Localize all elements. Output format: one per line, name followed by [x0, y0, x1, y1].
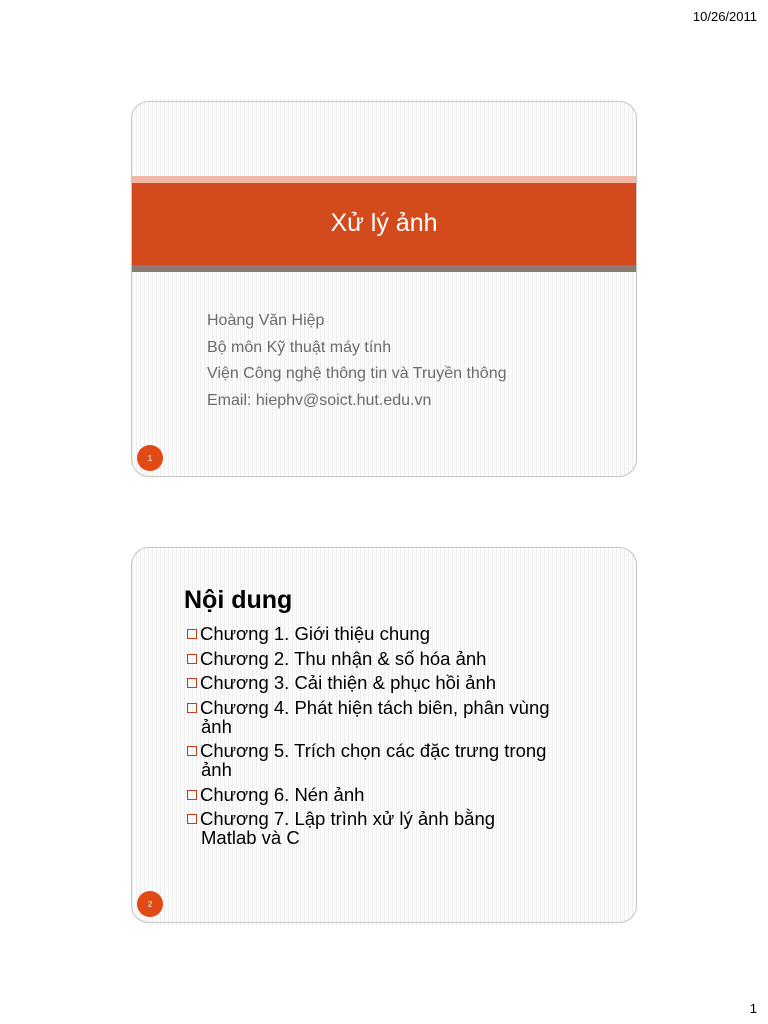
title-band-bottom-stripe: [132, 265, 636, 272]
author-email: Email: hiephv@soict.hut.edu.vn: [207, 391, 432, 409]
list-item-text-continued: ảnh: [201, 715, 232, 737]
slide-title: Xử lý ảnh: [330, 208, 438, 237]
slide-2: [131, 547, 637, 923]
title-band: [132, 183, 636, 265]
author-name: Hoàng Văn Hiệp: [207, 312, 325, 329]
list-item: [187, 673, 617, 692]
square-bullet-icon: [187, 703, 197, 713]
chapter-list: [187, 624, 617, 853]
list-item-text: Chương 7. Lập trình xử lý ảnh bằng: [200, 808, 496, 829]
content-heading: Nội dung: [184, 586, 293, 614]
slide-number-badge: 1: [137, 445, 163, 471]
page-number: 1: [749, 1001, 757, 1016]
square-bullet-icon: [187, 790, 197, 800]
author-block: [207, 308, 506, 414]
list-item: [187, 624, 617, 643]
list-item-text: Chương 6. Nén ảnh: [200, 783, 365, 805]
author-institute: Viện Công nghệ thông tin và Truyền thông: [207, 365, 507, 382]
list-item: [187, 649, 617, 668]
square-bullet-icon: [187, 654, 197, 664]
list-item-text: Chương 5. Trích chọn các đặc trưng trong: [200, 740, 547, 761]
list-item-text: Chương 1. Giới thiệu chung: [200, 623, 430, 644]
square-bullet-icon: [187, 746, 197, 756]
list-item: [187, 698, 617, 736]
author-department: Bộ môn Kỹ thuật máy tính: [207, 338, 392, 356]
list-item-text-continued: ảnh: [201, 759, 232, 780]
square-bullet-icon: [187, 629, 197, 639]
list-item: [187, 785, 617, 804]
slide-number-badge: 2: [137, 891, 163, 917]
title-band-top-stripe: [132, 176, 636, 183]
list-item-text: Chương 2. Thu nhận & số hóa ảnh: [200, 647, 487, 669]
slide-1: [131, 101, 637, 477]
page-date: 10/26/2011: [692, 9, 757, 24]
list-item: [187, 809, 617, 847]
square-bullet-icon: [187, 814, 197, 824]
list-item-text: Chương 4. Phát hiện tách biên, phân vùng: [200, 696, 550, 718]
square-bullet-icon: [187, 678, 197, 688]
list-item-text: Chương 3. Cải thiện & phục hồi ảnh: [200, 672, 497, 693]
list-item: [187, 741, 617, 779]
list-item-text-continued: Matlab và C: [201, 827, 300, 848]
